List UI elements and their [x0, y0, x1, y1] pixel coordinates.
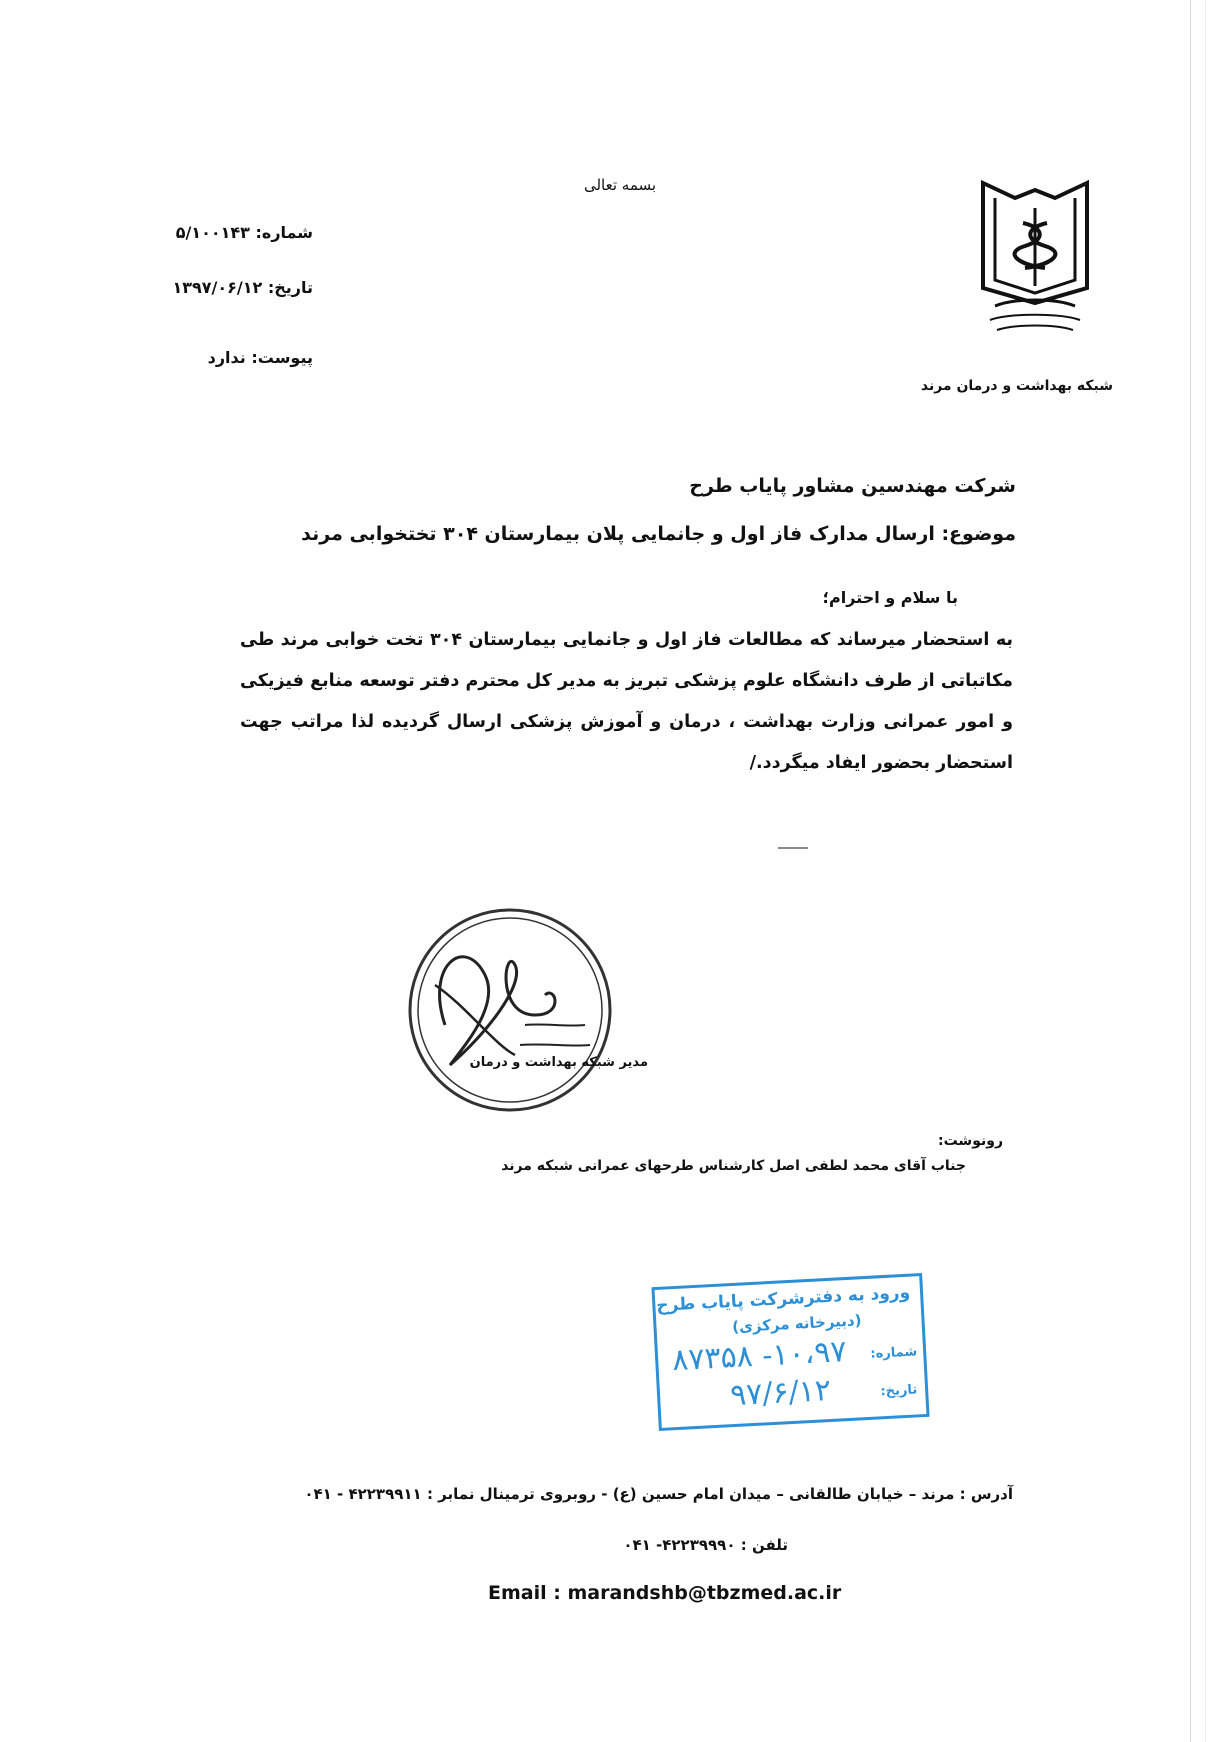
organization-name: شبکه بهداشت و درمان مرند — [920, 378, 1113, 394]
stamp-line2: (دبیرخانه مرکزی) — [731, 1311, 862, 1336]
stamp-number-label: شماره: — [870, 1344, 918, 1362]
official-seal-with-signature — [405, 905, 615, 1115]
signer-title: مدیر شبکه بهداشت و درمان — [469, 1055, 648, 1070]
subject: موضوع: ارسال مدارک فاز اول و جانمایی پلان بیمارستان ۳۰۴ تختخوابی مرند — [301, 523, 1016, 545]
letter-date-value: ۱۳۹۷/۰۶/۱۲ — [172, 278, 263, 297]
letter-attachment-value: ندارد — [207, 348, 246, 367]
letter-number — [176, 223, 313, 242]
invocation: بسمه تعالی — [583, 176, 657, 194]
stamp-date-value: ۹۷/۶/۱۲ — [729, 1372, 832, 1414]
footer-phone: تلفن : ۴۲۲۳۹۹۹۰- ۰۴۱ — [623, 1536, 788, 1554]
cc-recipient: جناب آقای محمد لطفی اصل کارشناس طرحهای عمرانی شبکه مرند — [501, 1158, 966, 1174]
letter-attachment-label: پیوست: — [251, 348, 313, 367]
scan-edge-line-secondary — [1205, 0, 1206, 1742]
scan-edge-line — [1190, 0, 1191, 1742]
footer-email: Email : marandshb@tbzmed.ac.ir — [488, 1582, 842, 1604]
scan-mark — [778, 847, 808, 849]
stamp-line1: ورود به دفترشرکت پایاب طرح — [655, 1282, 911, 1316]
greeting: با سلام و احترام؛ — [822, 588, 958, 607]
letter-date-label: تاریخ: — [267, 278, 313, 297]
footer-address: آدرس : مرند – خیابان طالقانی – میدان امام حسین (ع) - روبروی ترمینال نمابر : ۴۲۲۳۹۹۱۱ - ۰۴۱ — [304, 1485, 1013, 1503]
university-logo — [975, 168, 1095, 338]
receipt-stamp — [651, 1273, 929, 1431]
letter-number-label: شماره: — [255, 223, 313, 242]
cc-label: رونوشت: — [938, 1133, 1003, 1149]
stamp-number-value: ۱۰،۹۷- ۸۷۳۵۸ — [671, 1334, 848, 1379]
recipient: شرکت مهندسین مشاور پایاب طرح — [689, 475, 1016, 497]
letter-number-value: ۵/۱۰۰۱۴۳ — [175, 223, 250, 242]
stamp-date-label: تاریخ: — [880, 1382, 918, 1400]
letter-body: به استحضار میرساند که مطالعات فاز اول و جانمایی بیمارستان ۳۰۴ تخت خوابی مرند طی مکاتباتی از طرف دانشگاه علوم پزشکی تبریز به مدیر کل محترم دفتر توسعه منابع فیزیکی و امور عمرانی وزارت بهداشت ، درمان و آموزش پزشکی ارسال گردیده لذا مراتب جهت استحضار بحضور ایفاد میگردد./ — [240, 630, 1014, 773]
letter-date — [172, 278, 313, 297]
letter-attachment — [208, 348, 313, 367]
